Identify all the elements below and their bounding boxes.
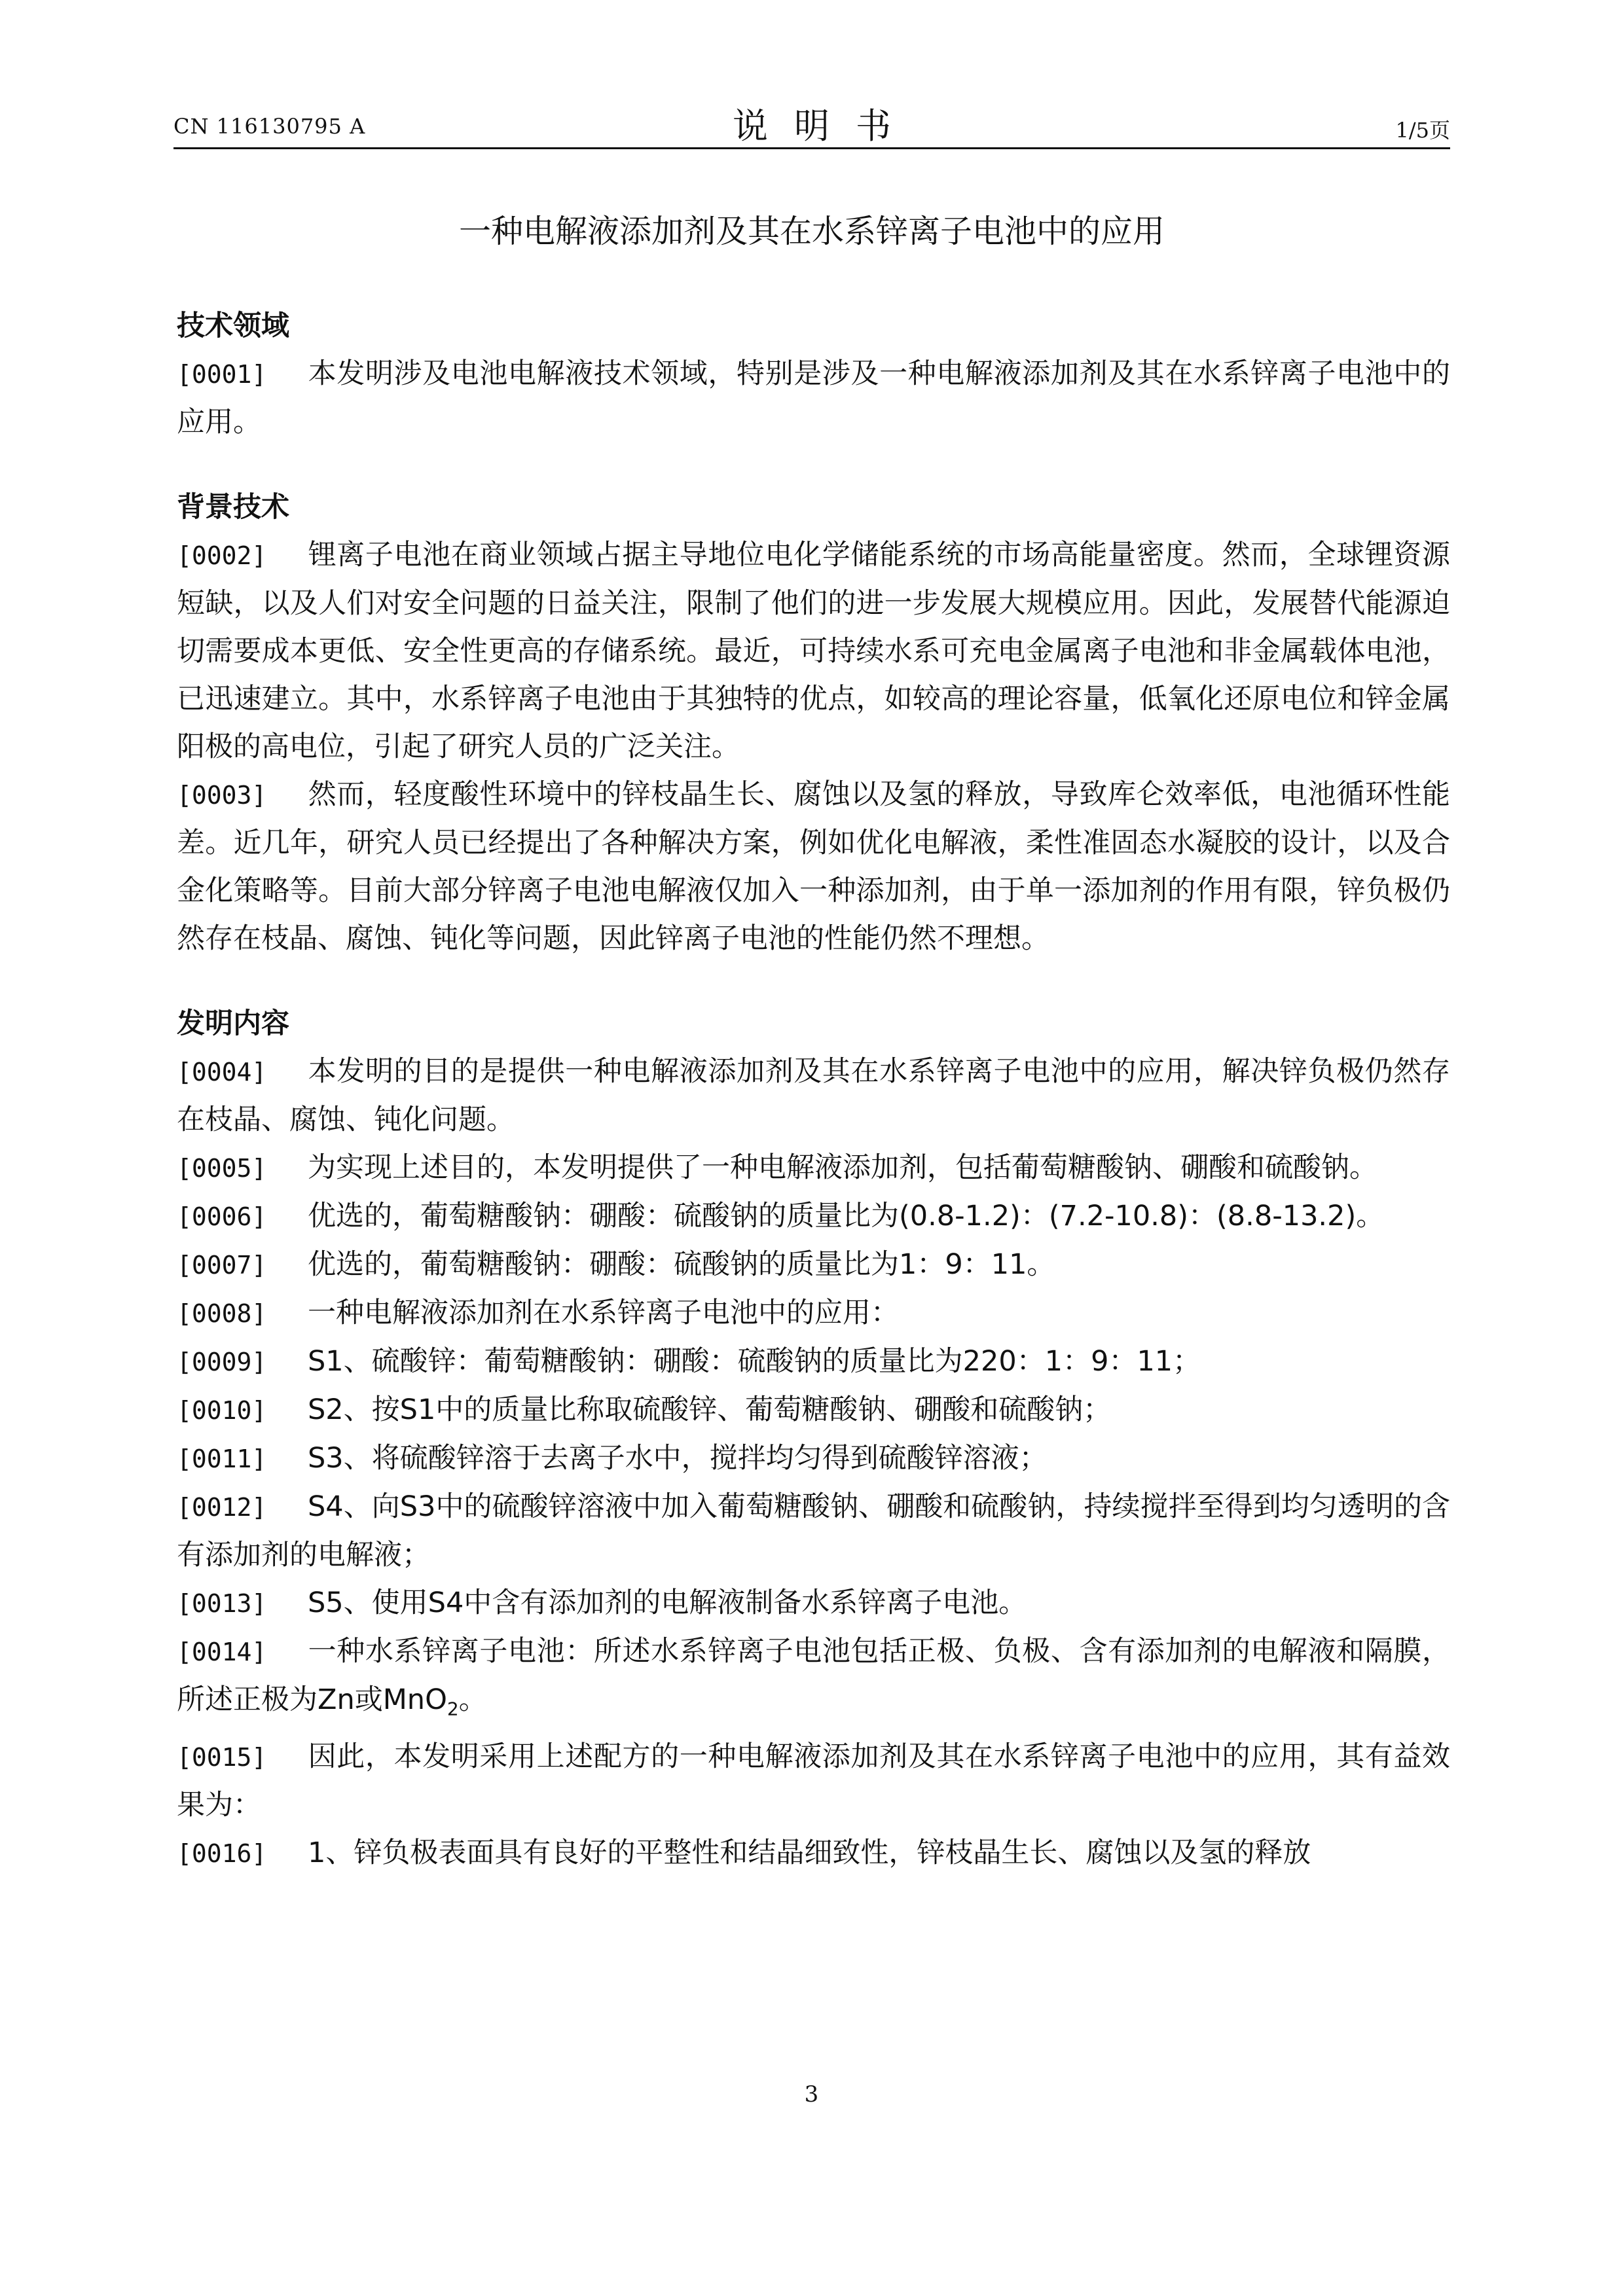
paragraph-0008 [177, 1289, 1450, 1338]
paragraph-text: 本发明涉及电池电解液技术领域，特别是涉及一种电解液添加剂及其在水系锌离子电池中的应用。 [177, 357, 1450, 439]
paragraph-number: [0012] [177, 1493, 267, 1522]
section-heading-summary: 发明内容 [177, 1007, 289, 1040]
paragraph-text: 一种电解液添加剂在水系锌离子电池中的应用： [308, 1297, 899, 1329]
section-heading-background: 背景技术 [177, 491, 289, 524]
paragraph-text: 然而，轻度酸性环境中的锌枝晶生长、腐蚀以及氢的释放，导致库仑效率低，电池循环性能差。近几年，研究人员已经提出了各种解决方案，例如优化电解液，柔性准固态水凝胶的设计，以及合金化策略等。目前大部分锌离子电池电解液仅加入一种添加剂，由于单一添加剂的作用有限，锌负极仍然存在枝晶、腐蚀、钝化等问题，因此锌离子电池的性能仍然不理想。 [177, 778, 1450, 955]
paragraph-0005 [177, 1144, 1450, 1193]
header-rule [173, 147, 1450, 149]
paragraph-number: [0007] [177, 1251, 267, 1280]
paragraph-number: [0011] [177, 1444, 267, 1473]
paragraph-text: 因此，本发明采用上述配方的一种电解液添加剂及其在水系锌离子电池中的应用，其有益效果为： [177, 1740, 1450, 1821]
paragraph-text: 为实现上述目的，本发明提供了一种电解液添加剂，包括葡萄糖酸钠、硼酸和硫酸钠。 [308, 1151, 1377, 1184]
paragraph-text: 本发明的目的是提供一种电解液添加剂及其在水系锌离子电池中的应用，解决锌负极仍然存在枝晶、腐蚀、钝化问题。 [177, 1055, 1450, 1136]
page-number: 3 [804, 2081, 819, 2108]
page-header [173, 98, 1450, 151]
paragraph-text: 1、锌负极表面具有良好的平整性和结晶细致性，锌枝晶生长、腐蚀以及氢的释放 [308, 1836, 1311, 1869]
paragraph-number: [0008] [177, 1299, 267, 1328]
paragraph-text: 优选的，葡萄糖酸钠：硼酸：硫酸钠的质量比为1：9：11。 [308, 1248, 1055, 1281]
paragraph-0011 [177, 1435, 1450, 1483]
paragraph-text: S4、向S3中的硫酸锌溶液中加入葡萄糖酸钠、硼酸和硫酸钠，持续搅拌至得到均匀透明的含有添加剂的电解液； [177, 1490, 1450, 1571]
section-heading-technical-field: 技术领域 [177, 310, 289, 342]
paragraph-number: [0009] [177, 1348, 267, 1376]
paragraph-number: [0001] [177, 360, 267, 389]
paragraph-0001 [177, 350, 1450, 446]
paragraph-text: 锂离子电池在商业领域占据主导地位电化学储能系统的市场高能量密度。然而，全球锂资源短缺，以及人们对安全问题的日益关注，限制了他们的进一步发展大规模应用。因此，发展替代能源迫切需要成本更低、安全性更高的存储系统。最近，可持续水系可充电金属离子电池和非金属载体电池，已迅速建立。其中，水系锌离子电池由于其独特的优点，如较高的理论容量，低氧化还原电位和锌金属阳极的高电位，引起了研究人员的广泛关注。 [177, 539, 1450, 763]
paragraph-number: [0013] [177, 1589, 267, 1618]
paragraph-0014 [177, 1628, 1450, 1733]
paragraph-0006 [177, 1193, 1450, 1241]
page-indicator: 1/5页 [1395, 118, 1450, 143]
paragraph-0015 [177, 1733, 1450, 1829]
paragraph-0012 [177, 1483, 1450, 1579]
paragraph-number: [0003] [177, 781, 267, 810]
paragraph-text: 优选的，葡萄糖酸钠：硼酸：硫酸钠的质量比为(0.8-1.2)：(7.2-10.8)：(8.8-13.2)。 [308, 1200, 1385, 1232]
header-title: 说明书 [733, 105, 917, 147]
paragraph-number: [0010] [177, 1396, 267, 1425]
document-title: 一种电解液添加剂及其在水系锌离子电池中的应用 [458, 213, 1165, 250]
paragraph-number: [0002] [177, 541, 267, 570]
paragraph-0013 [177, 1579, 1450, 1628]
paragraph-number: [0014] [177, 1638, 267, 1666]
subscript-2: 2 [447, 1698, 459, 1720]
paragraph-number: [0005] [177, 1154, 267, 1183]
paragraph-text: S2、按S1中的质量比称取硫酸锌、葡萄糖酸钠、硼酸和硫酸钠； [308, 1393, 1112, 1426]
paragraph-0003 [177, 771, 1450, 963]
paragraph-text: S1、硫酸锌：葡萄糖酸钠：硼酸：硫酸钠的质量比为220：1：9：11； [308, 1345, 1201, 1378]
paragraph-text-suffix: 。 [458, 1683, 487, 1716]
paragraph-0002 [177, 531, 1450, 771]
paragraph-text: S5、使用S4中含有添加剂的电解液制备水系锌离子电池。 [308, 1587, 1027, 1619]
paragraph-0010 [177, 1386, 1450, 1435]
paragraph-0007 [177, 1241, 1450, 1289]
paragraph-0009 [177, 1338, 1450, 1386]
publication-number: CN 116130795 A [173, 114, 366, 139]
paragraph-0004 [177, 1048, 1450, 1144]
paragraph-number: [0015] [177, 1742, 267, 1772]
paragraph-number: [0016] [177, 1839, 267, 1868]
paragraph-0016 [177, 1829, 1450, 1878]
document-body [177, 302, 1450, 1878]
paragraph-number: [0004] [177, 1058, 267, 1086]
paragraph-text: S3、将硫酸锌溶于去离子水中，搅拌均匀得到硫酸锌溶液； [308, 1442, 1048, 1475]
paragraph-number: [0006] [177, 1202, 267, 1231]
paragraph-text: 一种水系锌离子电池：所述水系锌离子电池包括正极、负极、含有添加剂的电解液和隔膜，所述正极为Zn或MnO [177, 1635, 1450, 1716]
